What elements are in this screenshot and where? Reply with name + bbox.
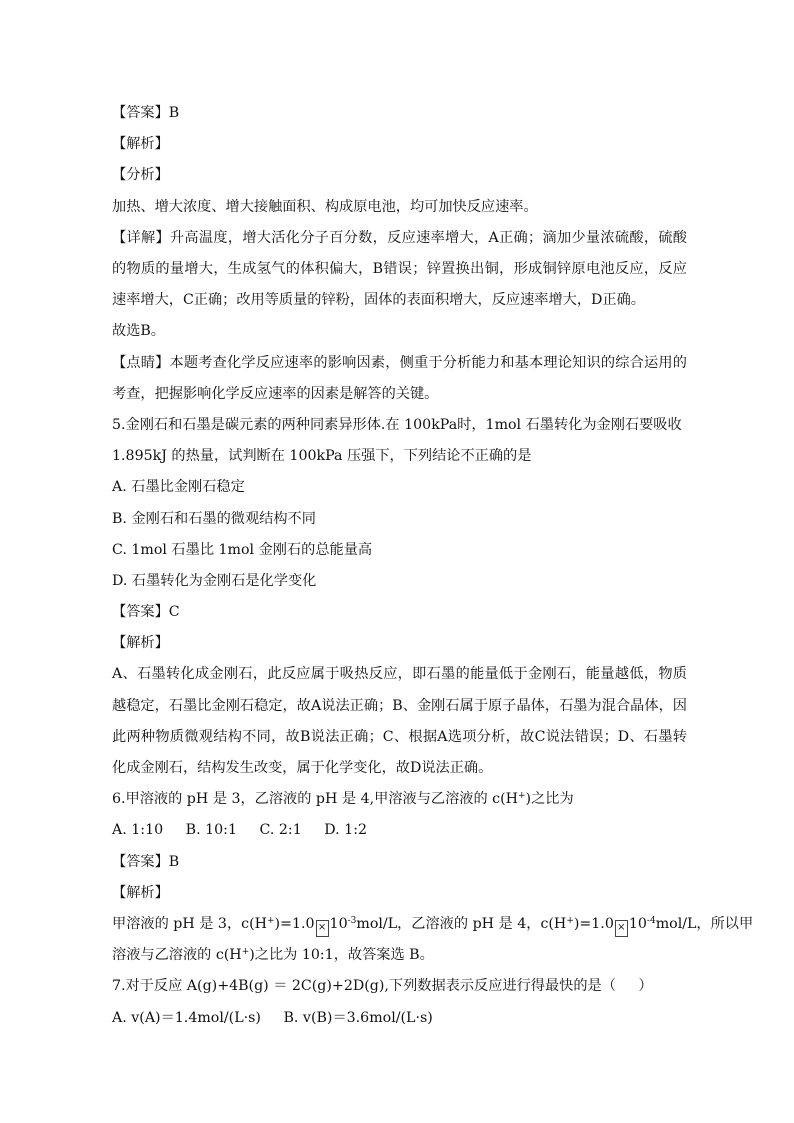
question-5-answer: 【答案】C (112, 604, 180, 621)
analysis-label: 【解析】 (112, 136, 169, 153)
analyze-label: 【分析】 (112, 167, 169, 184)
times-symbol-box: × (316, 920, 329, 937)
detail-paragraph: 【详解】升高温度，增大活化分子百分数，反应速率增大，A正确；滴加少量浓硫酸，硫酸的物质的量增大，生成氢气的体积偏大，B错误；锌置换出铜，形成铜锌原电池反应，反应速率增大，C正确；改用等质量的锌粉，固体的表面积增大，反应速率增大，D正确。 (112, 229, 687, 309)
question-6-analysis-line2 (112, 940, 687, 971)
question-6-stem-tail: )之比为 (525, 791, 574, 808)
analysis-text: 10 (329, 916, 348, 933)
analysis-text: mol/L，乙溶液的 pH 是 4，c(H (356, 916, 567, 933)
conclusion-text: 故选B。 (112, 323, 165, 340)
analysis-text: 溶液与乙溶液的 c(H (112, 947, 242, 964)
times-symbol-box: × (615, 920, 628, 937)
analysis-text: 10 (628, 916, 647, 933)
question-6-answer: 【答案】B (112, 853, 180, 870)
question-5-analysis-paragraph: A、石墨转化成金刚石，此反应属于吸热反应，即石墨的能量低于金刚石，能量越低，物质越稳定，石墨比金刚石稳定，故A说法正确；B、金刚石属于原子晶体，石墨为混合晶体，因此两种物质微观结构不同，故B说法正确；C、根据A选项分析，故C说法错误；D、石墨转化成金刚石，结构发生改变，属于化学变化，故D说法正确。 (112, 666, 687, 777)
question-5-stem-line1: 5.金刚石和石墨是碳元素的两种同素异形体.在 100kPa时，1mol 石墨转化为金刚石要吸收 (112, 416, 682, 433)
question-5-option-c: C. 1mol 石墨比 1mol 金刚石的总能量高 (112, 541, 373, 558)
superscript: + (267, 916, 275, 927)
answer-label: 【答案】B (112, 105, 180, 121)
question-5-option-d: D. 石墨转化为金刚石是化学变化 (112, 572, 317, 589)
analysis-text: )=1.0 (573, 916, 614, 933)
superscript: + (518, 791, 526, 802)
analyze-text: 加热、增大浓度、增大接触面积、构成原电池，均可加快反应速率。 (112, 198, 538, 215)
analysis-text: )=1.0 (274, 916, 315, 933)
question-5-option-a: A. 石墨比金刚石稳定 (112, 479, 245, 496)
analysis-text: mol/L，所以甲 (655, 916, 754, 933)
superscript: -3 (347, 916, 357, 927)
superscript: -4 (646, 916, 656, 927)
analysis-text: )之比为 10:1，故答案选 B。 (249, 947, 434, 964)
question-5-analysis-label: 【解析】 (112, 635, 169, 652)
document-page (112, 98, 754, 1034)
question-5-option-b: B. 金刚石和石墨的微观结构不同 (112, 510, 316, 527)
question-6-stem (112, 784, 687, 815)
analysis-text: 甲溶液的 pH 是 3，c(H (112, 916, 267, 933)
superscript: + (241, 947, 250, 958)
question-7-options: A. v(A)＝1.4mol/(L·s) B. v(B)＝3.6mol/(L·s) (112, 1009, 433, 1026)
superscript: + (566, 916, 574, 927)
question-6-analysis-label: 【解析】 (112, 884, 169, 901)
question-5-stem-line2: 1.895kJ 的热量，试判断在 100kPa 压强下，下列结论不正确的是 (112, 448, 532, 465)
question-7-stem: 7.对于反应 A(g)+4B(g) ＝ 2C(g)+2D(g),下列数据表示反应进行得最快的是（ ） (112, 978, 653, 995)
question-6-analysis-line1 (112, 909, 754, 940)
question-6-options: A. 1:10 B. 10:1 C. 2:1 D. 1:2 (112, 822, 368, 839)
comment-paragraph: 【点睛】本题考查化学反应速率的影响因素，侧重于分析能力和基本理论知识的综合运用的考查，把握影响化学反应速率的因素是解答的关键。 (112, 354, 687, 402)
question-6-stem-text: 6.甲溶液的 pH 是 3，乙溶液的 pH 是 4,甲溶液与乙溶液的 c(H (112, 791, 518, 808)
